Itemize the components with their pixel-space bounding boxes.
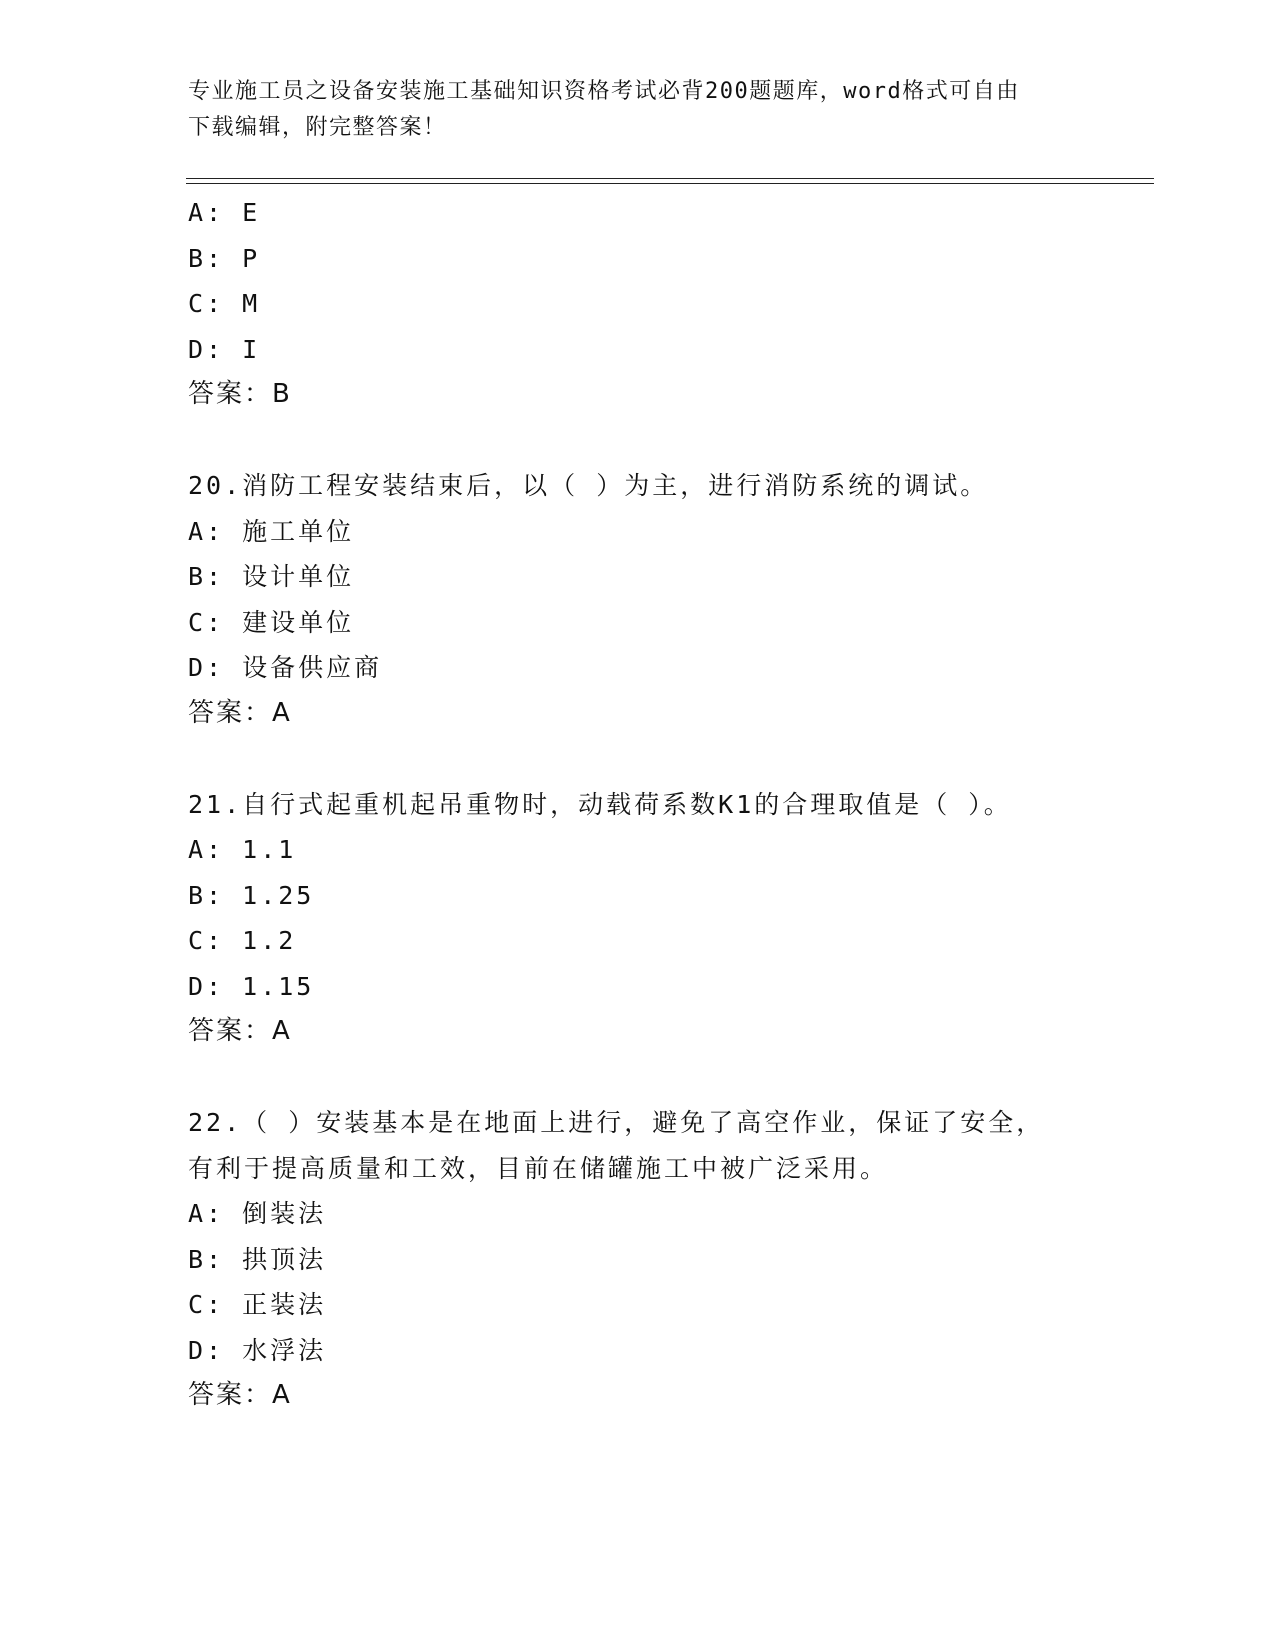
header-line-1: 专业施工员之设备安装施工基础知识资格考试必背200题题库，word格式可自由 (188, 79, 1020, 104)
question-list (188, 190, 1148, 1419)
spacer (188, 736, 1148, 782)
option-b: B: 1.25 (188, 880, 315, 910)
question-text: 21.自行式起重机起吊重物时，动载荷系数K1的合理取值是（ ）。 (188, 789, 1012, 819)
header-divider-bottom (186, 183, 1154, 184)
option-a: A: 施工单位 (188, 516, 355, 546)
option-c: C: 1.2 (188, 926, 297, 955)
option-a: A: 1.1 (188, 835, 297, 864)
answer: 答案：A (188, 1016, 292, 1046)
question-21 (188, 782, 1148, 1055)
option-d: D: I (188, 334, 261, 364)
answer: 答案：B (188, 379, 292, 409)
option-d: D: 水浮法 (188, 1335, 327, 1365)
option-c: C: 建设单位 (188, 607, 355, 637)
option-a: A: E (188, 198, 261, 227)
document-header (188, 74, 1068, 146)
option-d: D: 设备供应商 (188, 653, 383, 682)
question-text-line-1: 22.（ ）安装基本是在地面上进行，避免了高空作业，保证了安全， (188, 1108, 1045, 1137)
option-a: A: 倒装法 (188, 1199, 327, 1228)
option-b: B: 拱顶法 (188, 1244, 327, 1274)
option-c: C: M (188, 289, 261, 318)
option-c: C: 正装法 (188, 1290, 327, 1319)
answer: 答案：A (188, 697, 292, 728)
spacer (188, 418, 1148, 464)
question-text-line-2: 有利于提高质量和工效，目前在储罐施工中被广泛采用。 (188, 1153, 889, 1183)
question-text: 20.消防工程安装结束后，以（ ）为主，进行消防系统的调试。 (188, 471, 989, 500)
answer: 答案：A (188, 1380, 292, 1410)
question-22 (188, 1100, 1148, 1419)
question-20 (188, 463, 1148, 736)
option-b: B: 设计单位 (188, 562, 355, 591)
header-divider-top (186, 178, 1154, 179)
option-b: B: P (188, 243, 261, 273)
spacer (188, 1055, 1148, 1101)
question-19 (188, 190, 1148, 418)
option-d: D: 1.15 (188, 971, 315, 1001)
header-line-2: 下载编辑，附完整答案！ (188, 115, 447, 140)
